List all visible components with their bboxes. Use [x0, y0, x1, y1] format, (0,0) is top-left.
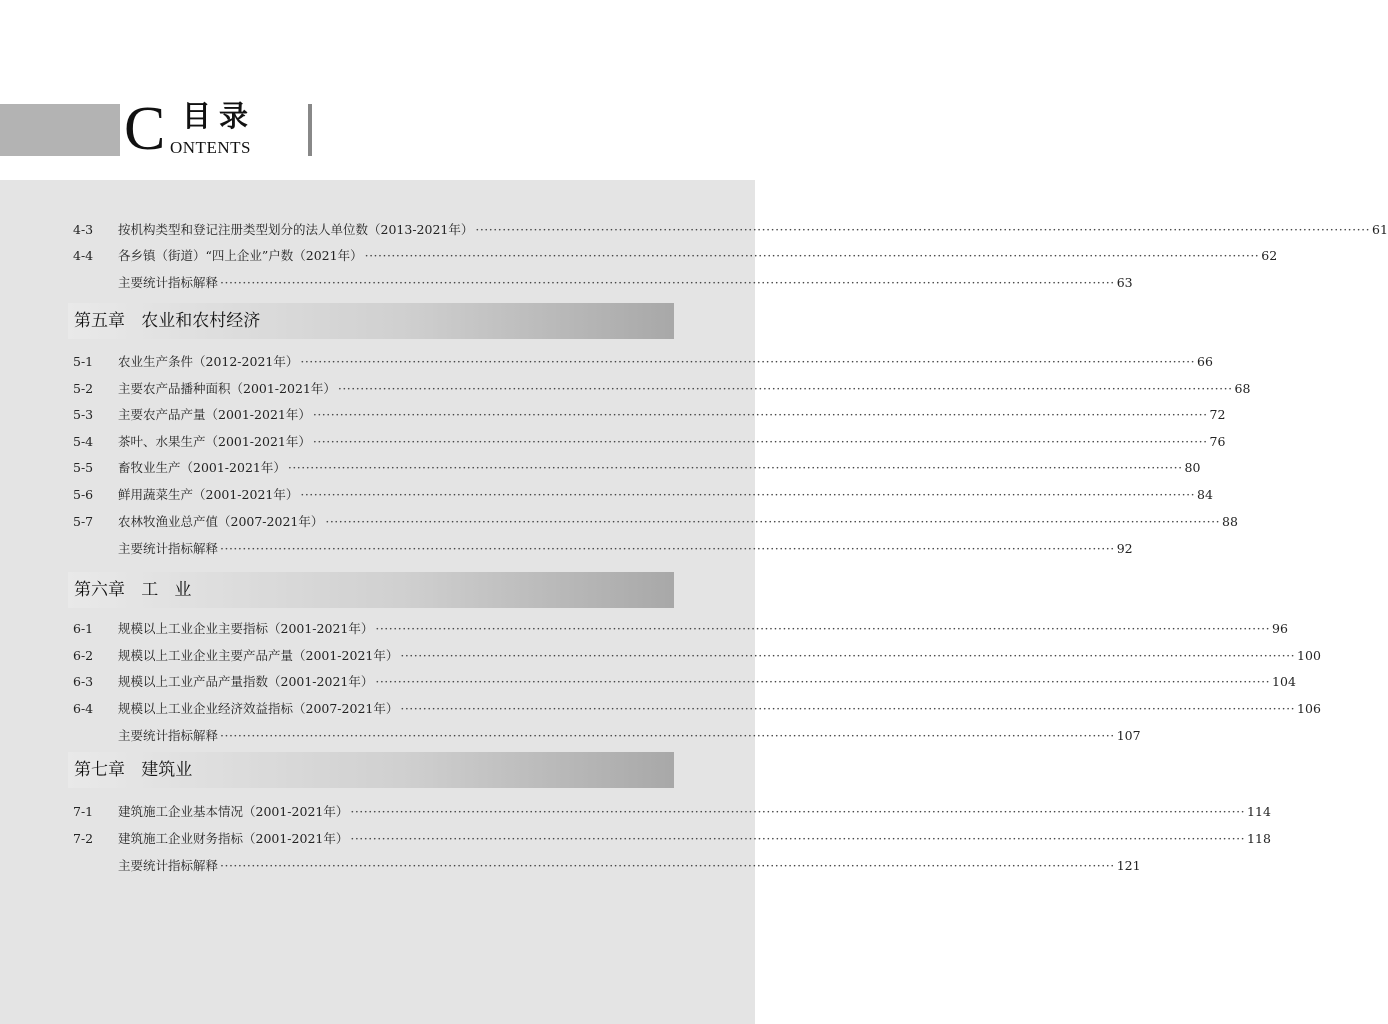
toc-entry-page: 66	[1197, 354, 1213, 369]
toc-entry[interactable]	[73, 647, 1321, 665]
toc-entry-title: 规模以上工业企业主要产品产量（2001-2021年）	[118, 648, 399, 663]
toc-entry-number: 5-5	[73, 460, 94, 475]
toc-entry[interactable]	[73, 433, 1226, 451]
toc-entry-number: 4-3	[73, 222, 94, 237]
toc-entry-number: 7-2	[73, 831, 94, 846]
dot-leader: ········································································································································································································	[375, 621, 1271, 636]
toc-entry-line	[118, 700, 1321, 718]
toc-entry-title: 农林牧渔业总产值（2007-2021年）	[118, 514, 324, 529]
toc-entry-line	[118, 433, 1226, 451]
toc-entry-page: 80	[1184, 460, 1201, 475]
page-title-en: ONTENTS	[170, 138, 251, 157]
toc-entry-page: 84	[1197, 487, 1213, 502]
toc-entry-title: 鲜用蔬菜生产（2001-2021年）	[118, 487, 299, 502]
toc-entry-line	[118, 486, 1213, 504]
toc-entry-line	[118, 830, 1271, 848]
toc-entry[interactable]	[73, 353, 1213, 371]
dot-leader: ········································································································································································································	[475, 222, 1371, 237]
title-band	[0, 104, 120, 156]
dot-leader: ········································································································································································································	[400, 648, 1296, 663]
toc-entry-title: 建筑施工企业基本情况（2001-2021年）	[118, 804, 349, 819]
toc-entry-title: 各乡镇（街道）“四上企业”户数（2021年）	[118, 248, 363, 263]
toc-entry-page: 104	[1272, 674, 1296, 689]
toc-entry-line	[118, 221, 1388, 239]
chapter-heading	[68, 303, 674, 339]
toc-entry-line	[118, 459, 1201, 477]
logo-divider	[308, 104, 312, 156]
toc-entry[interactable]	[73, 406, 1226, 424]
toc-entry-title: 主要农产品产量（2001-2021年）	[118, 407, 311, 422]
toc-entry-number: 6-3	[73, 674, 94, 689]
dot-leader: ········································································································································································································	[350, 831, 1246, 846]
chapter-title: 第六章 工 业	[74, 580, 192, 600]
dot-leader: ········································································································································································································	[220, 728, 1115, 743]
toc-entry-number: 7-1	[73, 804, 94, 819]
toc-entry-line	[118, 727, 1141, 745]
toc-entry-line	[118, 380, 1251, 398]
toc-entry-page: 96	[1272, 621, 1288, 636]
toc-entry-page: 118	[1247, 831, 1271, 846]
dot-leader: ········································································································································································································	[300, 354, 1196, 369]
dot-leader: ········································································································································································································	[220, 275, 1115, 290]
toc-entry-page: 68	[1234, 381, 1251, 396]
toc-entry-line	[118, 620, 1288, 638]
toc-entry[interactable]	[73, 459, 1201, 477]
toc-entry-number: 5-6	[73, 487, 94, 502]
toc-entry[interactable]	[73, 803, 1271, 821]
dot-leader: ········································································································································································································	[287, 460, 1183, 475]
toc-entry-line	[118, 647, 1321, 665]
chapter-heading	[68, 752, 674, 788]
toc-entry-number: 6-1	[73, 621, 94, 636]
toc-entry-title: 规模以上工业企业主要指标（2001-2021年）	[118, 621, 374, 636]
toc-entry-page: 62	[1261, 248, 1278, 263]
toc-entry-number: 4-4	[73, 248, 94, 263]
toc-entry-number: 6-4	[73, 701, 94, 716]
toc-entry-number: 5-7	[73, 514, 94, 529]
toc-entry-page: 114	[1247, 804, 1271, 819]
toc-entry-title: 建筑施工企业财务指标（2001-2021年）	[118, 831, 349, 846]
toc-entry-line	[118, 803, 1271, 821]
dot-leader: ········································································································································································································	[400, 701, 1296, 716]
toc-entry[interactable]	[73, 700, 1321, 718]
toc-entry-number: 6-2	[73, 648, 94, 663]
toc-entry-page: 92	[1116, 541, 1133, 556]
chapter-title: 第七章 建筑业	[74, 760, 193, 780]
chapter-title: 第五章 农业和农村经济	[74, 311, 261, 331]
dot-leader: ········································································································································································································	[375, 674, 1271, 689]
toc-entry-number: 5-1	[73, 354, 94, 369]
toc-entry-line	[118, 274, 1133, 292]
toc-entry-line	[118, 673, 1296, 691]
toc-entry-page: 88	[1222, 514, 1238, 529]
toc-entry-line	[118, 406, 1226, 424]
dot-leader: ········································································································································································································	[220, 541, 1115, 556]
toc-entry-title: 按机构类型和登记注册类型划分的法人单位数（2013-2021年）	[118, 222, 474, 237]
toc-entry[interactable]	[73, 830, 1271, 848]
toc-entry[interactable]	[73, 727, 1141, 745]
toc-entry-title: 茶叶、水果生产（2001-2021年）	[118, 434, 311, 449]
toc-entry-title: 农业生产条件（2012-2021年）	[118, 354, 299, 369]
toc-entry-number: 5-4	[73, 434, 94, 449]
toc-entry[interactable]	[73, 540, 1133, 558]
toc-entry-line	[118, 540, 1133, 558]
toc-entry-page: 63	[1116, 275, 1133, 290]
toc-entry[interactable]	[73, 513, 1238, 531]
toc-entry[interactable]	[73, 486, 1213, 504]
dot-leader: ········································································································································································································	[312, 434, 1208, 449]
toc-entry[interactable]	[73, 857, 1141, 875]
toc-entry-title: 主要统计指标解释	[118, 858, 219, 873]
toc-entry-title: 主要统计指标解释	[118, 275, 219, 290]
toc-entry-title: 主要统计指标解释	[118, 541, 219, 556]
toc-entry[interactable]	[73, 221, 1388, 239]
toc-entry[interactable]	[73, 673, 1296, 691]
dot-leader: ········································································································································································································	[220, 858, 1115, 873]
toc-entry-number: 5-3	[73, 407, 94, 422]
toc-entry-line	[118, 857, 1141, 875]
toc-entry-page: 72	[1209, 407, 1226, 422]
dot-leader: ········································································································································································································	[312, 407, 1208, 422]
toc-entry[interactable]	[73, 380, 1251, 398]
toc-entry-line	[118, 247, 1278, 265]
toc-entry-page: 76	[1209, 434, 1226, 449]
dot-leader: ········································································································································································································	[364, 248, 1260, 263]
toc-entry-title: 主要统计指标解释	[118, 728, 219, 743]
toc-entry-page: 107	[1116, 728, 1141, 743]
page-title: 目录	[182, 99, 257, 133]
logo-letter: C	[124, 95, 166, 163]
contents-logo	[124, 96, 324, 166]
toc-entry-page: 61	[1372, 222, 1388, 237]
dot-leader: ········································································································································································································	[300, 487, 1196, 502]
toc-entry-title: 规模以上工业企业经济效益指标（2007-2021年）	[118, 701, 399, 716]
toc-entry[interactable]	[73, 620, 1288, 638]
toc-entry[interactable]	[73, 274, 1133, 292]
toc-entry-page: 100	[1297, 648, 1321, 663]
toc-entry[interactable]	[73, 247, 1278, 265]
toc-entry-title: 畜牧业生产（2001-2021年）	[118, 460, 286, 475]
toc-entry-line	[118, 513, 1238, 531]
toc-entry-number: 5-2	[73, 381, 94, 396]
toc-entry-page: 121	[1116, 858, 1141, 873]
toc-entry-line	[118, 353, 1213, 371]
toc-entry-title: 规模以上工业产品产量指数（2001-2021年）	[118, 674, 374, 689]
dot-leader: ········································································································································································································	[337, 381, 1233, 396]
toc-entry-title: 主要农产品播种面积（2001-2021年）	[118, 381, 336, 396]
dot-leader: ········································································································································································································	[350, 804, 1246, 819]
toc-entry-page: 106	[1297, 701, 1321, 716]
chapter-heading	[68, 572, 674, 608]
dot-leader: ········································································································································································································	[325, 514, 1221, 529]
